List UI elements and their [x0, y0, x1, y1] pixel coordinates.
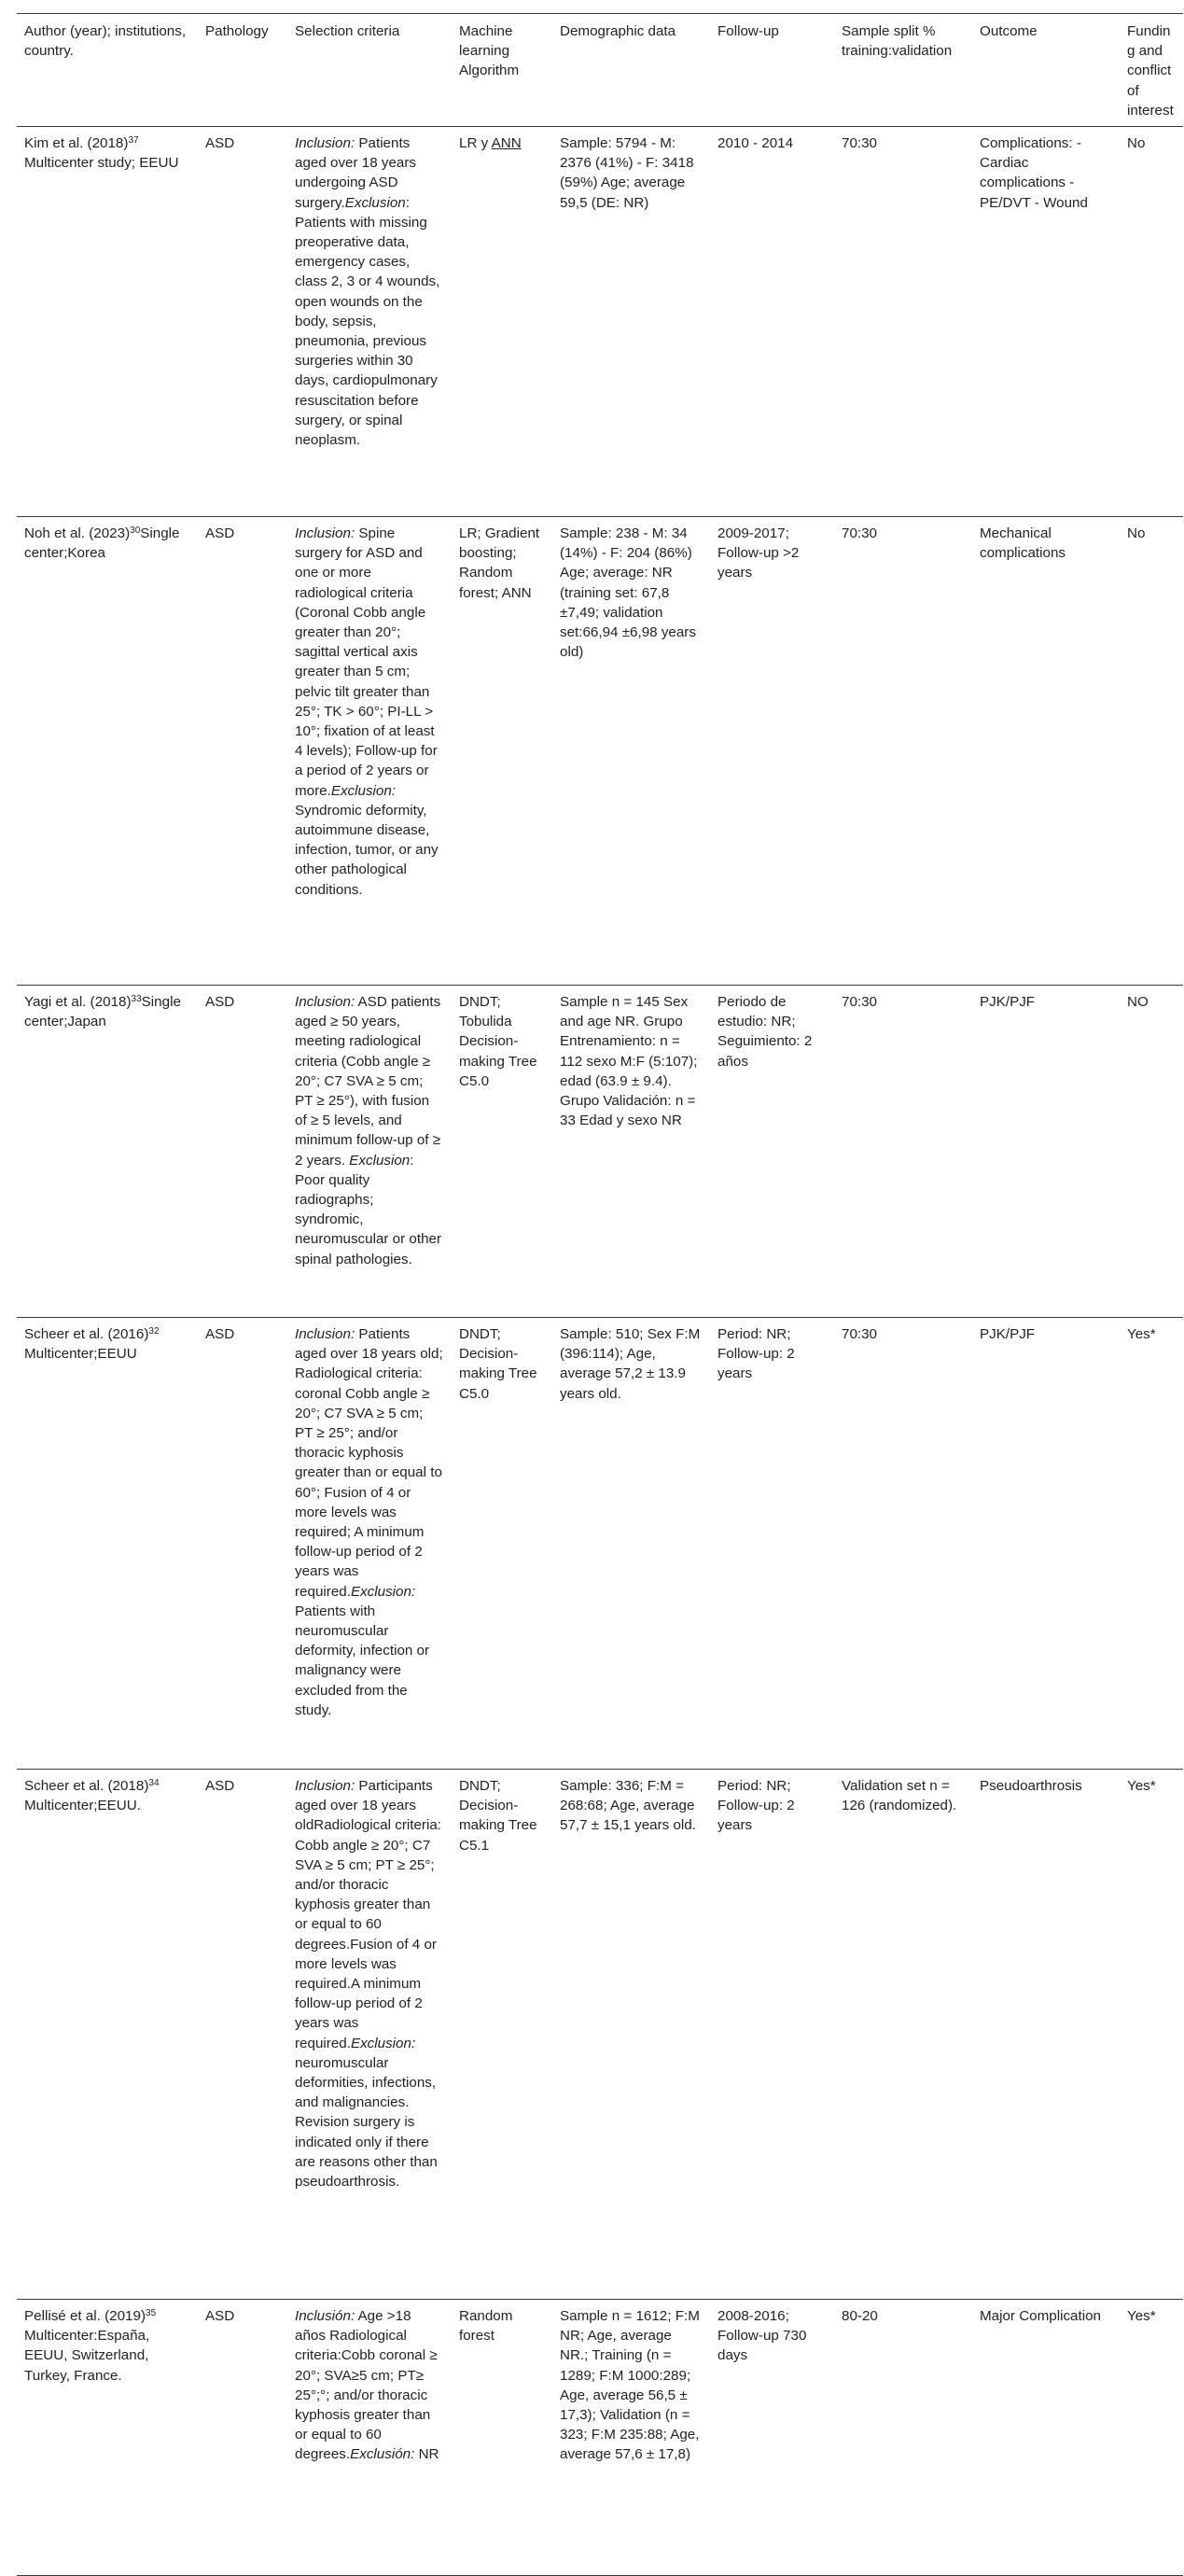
cell-demographic-data: Sample n = 1612; F:M NR; Age, average NR.; Training (n = 1289; F:M 1000:289; Age, average 56,5 ± 17,3); Validation (n = 323; F:M 235:88; Age, average 57,6 ± 17,8): [560, 2308, 700, 2463]
cell-demographic-data: Sample: 336; F:M = 268:68; Age, average 57,7 ± 15,1 years old.: [560, 1778, 696, 1834]
exclusion-label: Exclusion: [349, 1152, 411, 1169]
cell-author: [17, 517, 198, 986]
author-name: Noh et al. (2023): [24, 525, 131, 542]
cell-funding: Yes*: [1127, 2308, 1156, 2325]
cell-ml-algorithm: [452, 2300, 552, 2576]
studies-table: [17, 13, 1183, 2576]
cell-funding: No: [1127, 135, 1146, 152]
cell-sample-split: Validation set n = 126 (randomized).: [842, 1778, 957, 1814]
author-institution: Multicenter:España, EEUU, Switzerland, Turkey, France.: [24, 2328, 150, 2384]
cell-ml-algorithm: [452, 517, 552, 986]
cell-follow-up: Periodo de estudio: NR; Seguimiento: 2 años: [717, 994, 813, 1070]
header-author: Author (year); institutions, country.: [24, 23, 187, 60]
author-name: Kim et al. (2018): [24, 135, 129, 152]
header-ml-algorithm: Machine learning Algorithm: [459, 23, 520, 79]
cell-outcome: PJK/PJF: [980, 994, 1036, 1011]
inclusion-text: Patients aged over 18 years old; Radiological criteria: coronal Cobb angle ≥ 20°; C7 SVA ≥ 5 cm; PT ≥ 25°; and/or thoracic kyphosis greater than or equal to 60°; Fusion of 4 or more levels was required; A minimum follow-up period of 2 years was required.: [295, 1326, 443, 1600]
cell-selection-criteria: [287, 127, 452, 517]
inclusion-text: Spine surgery for ASD and one or more radiological criteria (Coronal Cobb angle greater than 20°; sagittal vertical axis greater than 5 cm; pelvic tilt greater than 25°; TK > 60°; PI-LL > 10°; fixation of at least 4 levels); Follow-up for a period of 2 years or more.: [295, 525, 438, 799]
exclusion-label: Exclusion: [344, 194, 406, 211]
exclusion-label: Exclusion:: [330, 782, 397, 799]
cell-pathology: ASD: [205, 135, 235, 152]
cell-selection-criteria: [287, 986, 452, 1318]
author-name: Pellisé et al. (2019): [24, 2308, 146, 2325]
cell-selection-criteria: [287, 2300, 452, 2576]
ml-text: LR; Gradient boosting; Random forest; ANN: [459, 525, 540, 601]
cell-pathology: ASD: [205, 2308, 235, 2325]
header-sample-split: Sample split % training:validation: [842, 23, 953, 60]
ml-text-underlined: ANN: [491, 135, 522, 152]
author-institution: Single center;Japan: [24, 994, 181, 1030]
ml-text: DNDT; Decision-making Tree C5.0: [459, 1326, 537, 1402]
cell-sample-split: 70:30: [842, 525, 878, 542]
exclusion-text: neuromuscular deformities, infections, and malignancies. Revision surgery is indicated only if there are reasons other than pseudoarthrosis.: [295, 2054, 438, 2191]
ml-text: LR y: [459, 135, 492, 152]
table-body: [17, 127, 1183, 2576]
cell-follow-up: 2008-2016; Follow-up 730 days: [717, 2308, 807, 2364]
cell-funding: No: [1127, 525, 1146, 542]
cell-funding: Yes*: [1127, 1778, 1156, 1795]
exclusion-text: NR: [414, 2446, 439, 2463]
author-name: Scheer et al. (2018): [24, 1778, 149, 1795]
table-header: [17, 14, 1183, 127]
header-outcome: Outcome: [980, 23, 1038, 39]
cell-author: [17, 1770, 198, 2300]
author-ref: 33: [131, 994, 142, 1005]
cell-sample-split: 70:30: [842, 135, 878, 152]
cell-ml-algorithm: [452, 986, 552, 1318]
author-ref: 34: [148, 1778, 160, 1789]
exclusion-text: : Poor quality radiographs; syndromic, neuromuscular or other spinal pathologies.: [295, 1152, 442, 1267]
cell-author: [17, 2300, 198, 2576]
cell-pathology: ASD: [205, 525, 235, 542]
author-name: Yagi et al. (2018): [24, 994, 132, 1011]
table-row: [17, 1770, 1183, 2300]
cell-outcome: Complications: - Cardiac complications - PE/DVT - Wound: [980, 135, 1088, 211]
cell-outcome: Mechanical complications: [980, 525, 1066, 562]
inclusion-text: Participants aged over 18 years oldRadiological criteria: Cobb angle ≥ 20°; C7 SVA ≥ 5 cm; PT ≥ 25°; and/or thoracic kyphosis greater than or equal to 60 degrees.Fusion of 4 or more levels was required.A minimum follow-up period of 2 years was required.: [295, 1778, 442, 2051]
cell-follow-up: 2010 - 2014: [717, 135, 794, 152]
author-institution: Multicenter;EEUU.: [24, 1798, 141, 1814]
inclusion-label: Inclusion:: [295, 1778, 355, 1795]
author-institution: Multicenter;EEUU: [24, 1346, 137, 1363]
exclusion-label: Exclusion:: [350, 1583, 416, 1600]
cell-outcome: PJK/PJF: [980, 1326, 1036, 1343]
table-row: [17, 1318, 1183, 1770]
cell-demographic-data: Sample n = 145 Sex and age NR. Grupo Entrenamiento: n = 112 sexo M:F (5:107); edad (63.9 ± 9.4). Grupo Validación: n = 33 Edad y sexo NR: [560, 994, 698, 1129]
exclusion-label: Exclusión:: [350, 2446, 415, 2463]
author-ref: 32: [148, 1326, 160, 1337]
cell-follow-up: 2009-2017; Follow-up >2 years: [717, 525, 800, 581]
header-row: [17, 14, 1183, 127]
cell-pathology: ASD: [205, 1778, 235, 1795]
cell-sample-split: 70:30: [842, 994, 878, 1011]
cell-demographic-data: Sample: 510; Sex F:M (396:114); Age, average 57,2 ± 13.9 years old.: [560, 1326, 701, 1402]
exclusion-text: Patients with neuromuscular deformity, infection or malignancy were excluded from the study.: [295, 1603, 430, 1718]
table-row: [17, 127, 1183, 517]
cell-ml-algorithm: [452, 1770, 552, 2300]
cell-author: [17, 127, 198, 517]
inclusion-label: Inclusion:: [295, 994, 355, 1011]
header-pathology: Pathology: [205, 23, 269, 39]
exclusion-text: : Patients with missing preoperative data, emergency cases, class 2, 3 or 4 wounds, open wounds on the body, sepsis, pneumonia, previous surgeries within 30 days, cardiopulmonary resuscitation before surgery, or spinal neoplasm.: [295, 194, 440, 449]
author-ref: 35: [146, 2308, 157, 2319]
cell-sample-split: 70:30: [842, 1326, 878, 1343]
table-row: [17, 517, 1183, 986]
ml-text: Random forest: [459, 2308, 513, 2345]
cell-outcome: Pseudoarthrosis: [980, 1778, 1082, 1795]
inclusion-text: ASD patients aged ≥ 50 years, meeting radiological criteria (Cobb angle ≥ 20°; C7 SVA ≥ 5 cm; PT ≥ 25°), with fusion of ≥ 5 levels, and minimum follow-up of ≥ 2 years.: [295, 994, 441, 1169]
header-follow-up: Follow-up: [717, 23, 779, 39]
inclusion-text: Age >18 años Radiological criteria:Cobb coronal ≥ 20°; SVA≥5 cm; PT≥ 25°;°; and/or thoracic kyphosis greater than or equal to 60 degrees.: [295, 2308, 438, 2463]
cell-selection-criteria: [287, 517, 452, 986]
cell-outcome: Major Complication: [980, 2308, 1101, 2325]
author-name: Scheer et al. (2016): [24, 1326, 149, 1343]
table-row: [17, 986, 1183, 1318]
cell-pathology: ASD: [205, 994, 235, 1011]
cell-ml-algorithm: [452, 1318, 552, 1770]
cell-follow-up: Period: NR; Follow-up: 2 years: [717, 1326, 795, 1382]
cell-funding: NO: [1127, 994, 1149, 1011]
table-row: [17, 2300, 1183, 2576]
header-demographic-data: Demographic data: [560, 23, 676, 39]
author-ref: 30: [130, 525, 141, 537]
cell-demographic-data: Sample: 5794 - M: 2376 (41%) - F: 3418 (59%) Age; average 59,5 (DE: NR): [560, 135, 694, 211]
header-funding: Funding and conflict of interest: [1127, 23, 1174, 119]
inclusion-label: Inclusion:: [295, 1326, 355, 1343]
inclusion-label: Inclusion:: [295, 525, 355, 542]
cell-funding: Yes*: [1127, 1326, 1156, 1343]
cell-sample-split: 80-20: [842, 2308, 878, 2325]
inclusion-label: Inclusion:: [295, 135, 355, 152]
author-ref: 37: [128, 135, 139, 147]
ml-text: DNDT; Decision-making Tree C5.1: [459, 1778, 537, 1854]
exclusion-label: Exclusion:: [350, 2035, 416, 2051]
inclusion-label: Inclusión:: [295, 2308, 355, 2325]
inclusion-text: Patients aged over 18 years undergoing ASD surgery.: [295, 135, 417, 211]
cell-author: [17, 986, 198, 1318]
cell-author: [17, 1318, 198, 1770]
header-selection-criteria: Selection criteria: [295, 23, 400, 39]
cell-pathology: ASD: [205, 1326, 235, 1343]
cell-ml-algorithm: [452, 127, 552, 517]
author-institution: Multicenter study; EEUU: [24, 155, 179, 172]
ml-text: DNDT; Tobulida Decision-making Tree C5.0: [459, 994, 537, 1089]
cell-selection-criteria: [287, 1318, 452, 1770]
cell-demographic-data: Sample: 238 - M: 34 (14%) - F: 204 (86%) Age; average: NR (training set: 67,8 ±7,49; validation set:66,94 ±6,98 years old): [560, 525, 696, 661]
exclusion-text: Syndromic deformity, autoimmune disease, infection, tumor, or any other pathological conditions.: [295, 802, 439, 898]
author-institution: Single center;Korea: [24, 525, 180, 562]
cell-follow-up: Period: NR; Follow-up: 2 years: [717, 1778, 795, 1834]
cell-selection-criteria: [287, 1770, 452, 2300]
